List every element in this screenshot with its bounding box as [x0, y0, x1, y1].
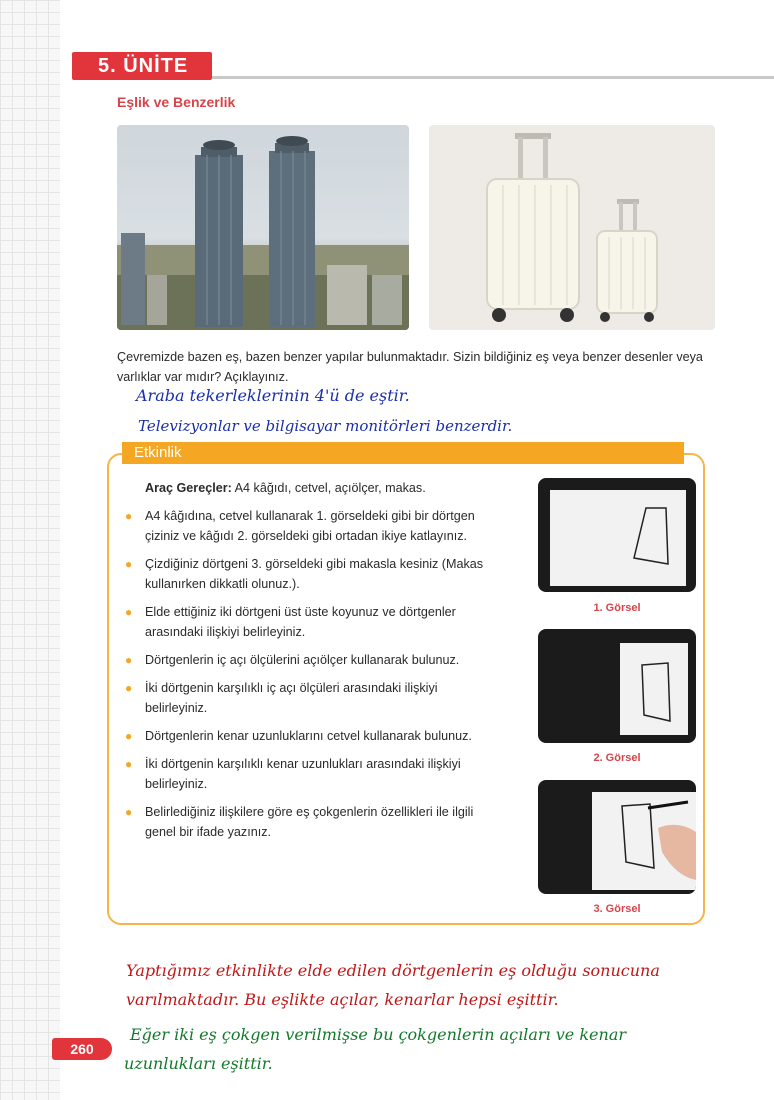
step-text: A4 kâğıdına, cetvel kullanarak 1. görseldeki gibi bir dörtgen çiziniz ve kâğıdı 2. görseldeki gibi ortadan ikiye katlayınız. [145, 509, 475, 543]
activity-step [125, 650, 495, 670]
figure-1-image [538, 478, 696, 592]
step-text: Çizdiğiniz dörtgeni 3. görseldeki gibi makasla kesiniz (Makas kullanırken dikkatli olunuz.). [145, 557, 484, 591]
handwritten-conclusion-2: varılmaktadır. Bu eşlikte açılar, kenarlar hepsi eşittir. [126, 990, 559, 1009]
activity-step [125, 506, 495, 546]
activity-steps [125, 506, 495, 850]
handwritten-answer-2: Televizyonlar ve bilgisayar monitörleri benzerdir. [138, 417, 513, 435]
page-number: 260 [52, 1038, 112, 1060]
handwritten-conclusion-1: Yaptığımız etkinlikte elde edilen dörtgenlerin eş olduğu sonucuna [126, 961, 660, 980]
step-text: Dörtgenlerin iç açı ölçülerini açıölçer kullanarak bulunuz. [145, 653, 460, 667]
section-title: Eşlik ve Benzerlik [117, 94, 236, 110]
handwritten-final-2: uzunlukları eşittir. [124, 1054, 273, 1073]
activity-step [125, 754, 495, 794]
step-text: Dörtgenlerin kenar uzunluklarını cetvel kullanarak bulunuz. [145, 729, 472, 743]
figure-3-caption: 3. Görsel [593, 903, 641, 915]
figure-2-caption: 2. Görsel [593, 752, 641, 764]
figure-1-caption: 1. Görsel [593, 602, 641, 614]
step-text: Belirlediğiniz ilişkilere göre eş çokgenlerin özellikleri ile ilgili genel bir ifade yazınız. [145, 805, 474, 839]
bullet-icon: ● [125, 681, 133, 695]
activity-step [125, 602, 495, 642]
bullet-icon: ● [125, 729, 133, 743]
activity-title: Etkinlik [122, 442, 684, 464]
luggage-photo [429, 125, 715, 330]
skyscrapers-photo [117, 125, 409, 330]
bullet-icon: ● [125, 605, 133, 619]
step-text: İki dörtgenin karşılıklı kenar uzunlukları arasındaki ilişkiyi belirleyiniz. [145, 757, 461, 791]
bullet-icon: ● [125, 509, 133, 523]
materials-text: A4 kâğıdı, cetvel, açıölçer, makas. [234, 481, 426, 495]
handwritten-final-1: Eğer iki eş çokgen verilmişse bu çokgenlerin açıları ve kenar [130, 1025, 627, 1044]
handwritten-answer-1: Araba tekerleklerinin 4'ü de eştir. [136, 386, 410, 405]
bullet-icon: ● [125, 557, 133, 571]
step-text: Elde ettiğiniz iki dörtgeni üst üste koyunuz ve dörtgenler arasındaki ilişkiyi belirleyiniz. [145, 605, 456, 639]
intro-paragraph: Çevremizde bazen eş, bazen benzer yapılar bulunmaktadır. Sizin bildiğiniz eş veya benzer desenler veya varlıklar var mıdır? Açıklayınız. [117, 350, 703, 384]
activity-step [125, 554, 495, 594]
bullet-icon: ● [125, 805, 133, 819]
unit-label: 5. ÜNİTE [72, 52, 212, 80]
step-text: İki dörtgenin karşılıklı iç açı ölçüleri arasındaki ilişkiyi belirleyiniz. [145, 681, 438, 715]
header-rule [212, 76, 774, 79]
bullet-icon: ● [125, 757, 133, 771]
grid-margin [0, 0, 60, 1100]
activity-step [125, 802, 495, 842]
figure-2-image [538, 629, 696, 743]
activity-step [125, 726, 495, 746]
bullet-icon: ● [125, 653, 133, 667]
activity-step [125, 678, 495, 718]
materials-label: Araç Gereçler: [145, 481, 232, 495]
figure-3-image [538, 780, 696, 894]
materials-line [145, 481, 426, 495]
